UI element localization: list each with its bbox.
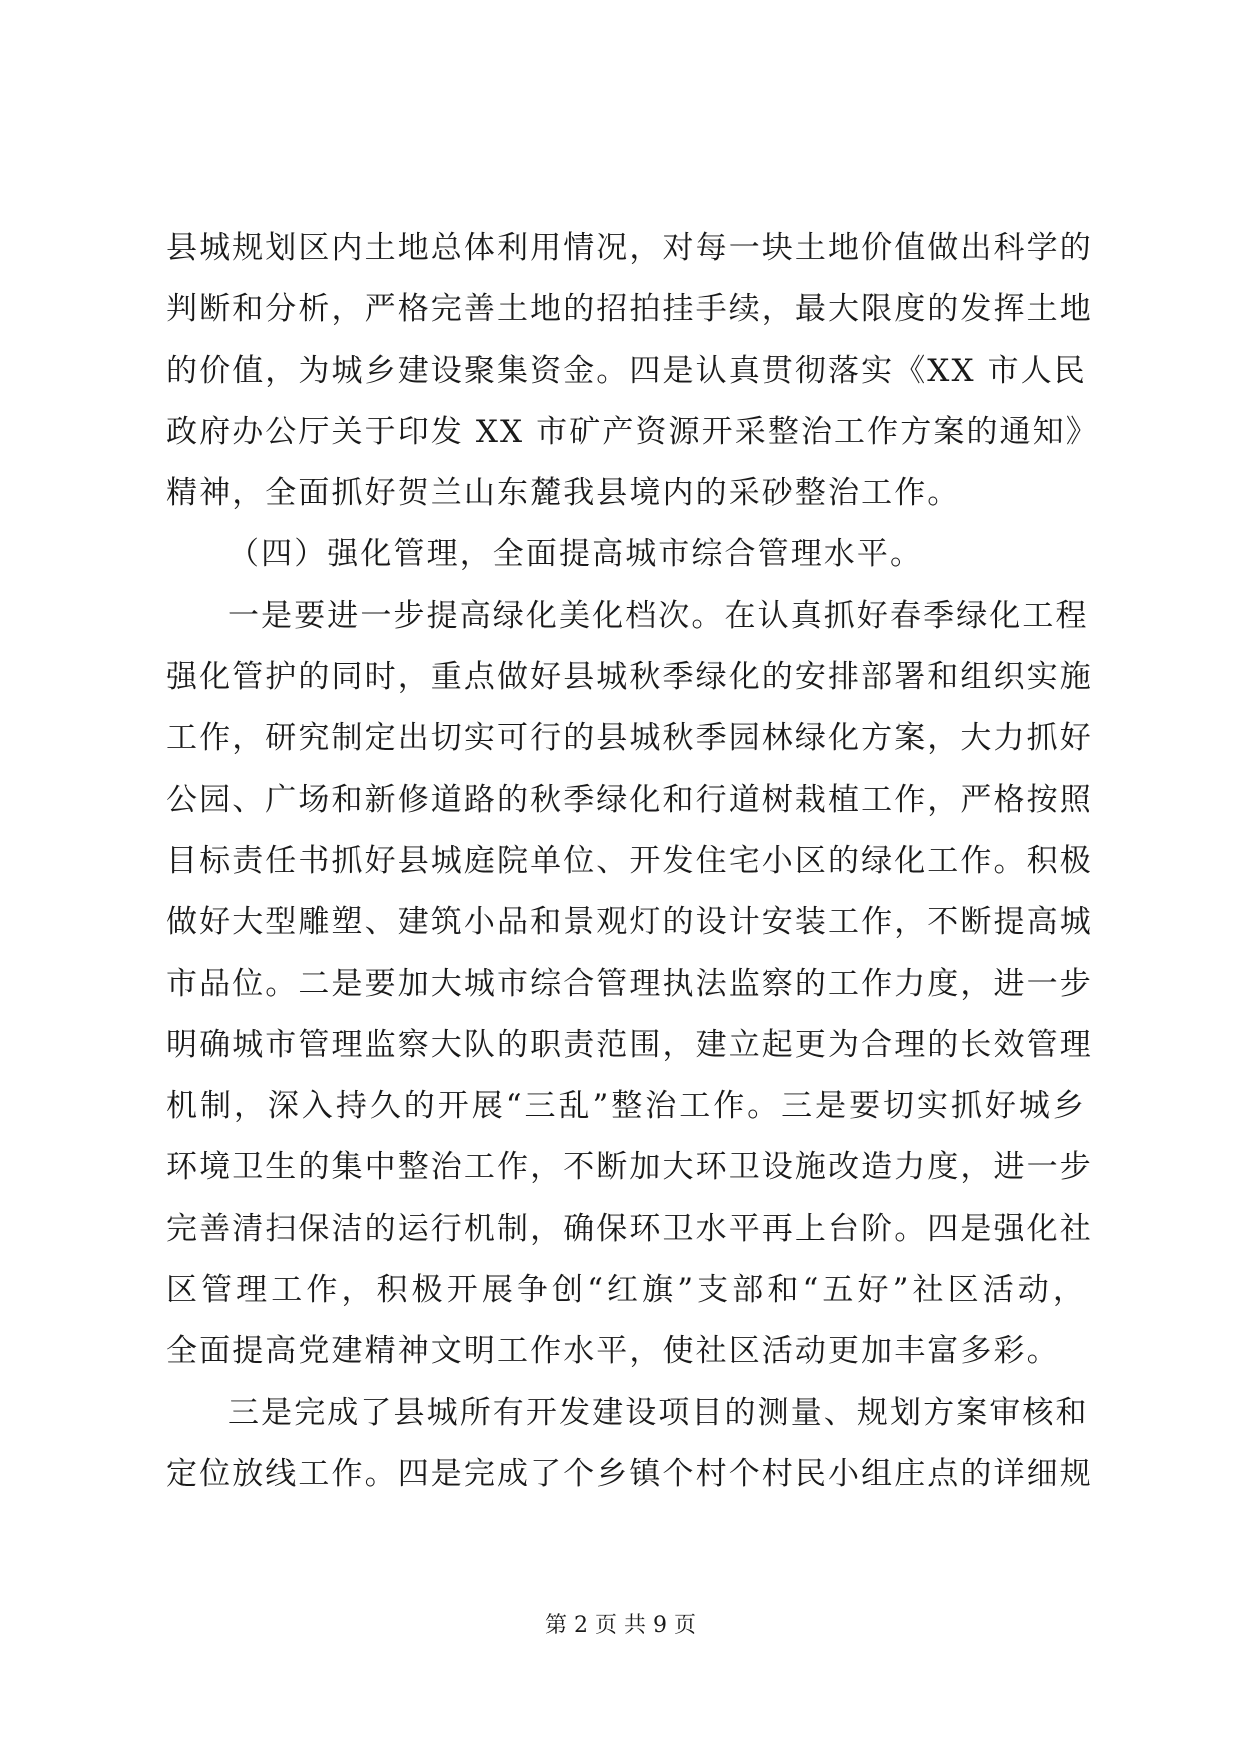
text-line: 判断和分析，严格完善土地的招拍挂手续，最大限度的发挥土地	[166, 291, 1093, 328]
text-line: 精神，全面抓好贺兰山东麓我县境内的采砂整治工作。	[166, 475, 961, 512]
text-line: 工作，研究制定出切实可行的县城秋季园林绿化方案，大力抓好	[166, 720, 1093, 757]
text-line: （四）强化管理，全面提高城市综合管理水平。	[228, 536, 924, 573]
text-line: 目标责任书抓好县城庭院单位、开发住宅小区的绿化工作。积极	[166, 842, 1093, 879]
text-line: 区管理工作，积极开展争创“红旗”支部和“五好”社区活动，	[166, 1272, 1086, 1309]
text-line: 做好大型雕塑、建筑小品和景观灯的设计安装工作，不断提高城	[166, 904, 1093, 941]
text-line: 明确城市管理监察大队的职责范围，建立起更为合理的长效管理	[166, 1026, 1093, 1063]
text-line: 县城规划区内土地总体利用情况，对每一块土地价值做出科学的	[166, 230, 1093, 266]
text-line: 机制，深入持久的开展“三乱”整治工作。三是要切实抓好城乡	[166, 1088, 1086, 1125]
text-line: 定位放线工作。四是完成了个乡镇个村个村民小组庄点的详细规	[166, 1455, 1093, 1492]
text-line: 政府办公厅关于印发 XX 市矿产资源开采整治工作方案的通知》	[166, 413, 1099, 450]
text-line: 公园、广场和新修道路的秋季绿化和行道树栽植工作，严格按照	[166, 781, 1093, 818]
text-line: 完善清扫保洁的运行机制，确保环卫水平再上台阶。四是强化社	[166, 1210, 1093, 1247]
text-line: 的价值，为城乡建设聚集资金。四是认真贯彻落实《XX 市人民	[166, 352, 1087, 389]
text-line: 强化管护的同时，重点做好县城秋季绿化的安排部署和组织实施	[166, 659, 1093, 696]
document-body	[166, 218, 1099, 1505]
page-footer: 第 2 页 共 9 页	[545, 1613, 696, 1638]
text-line: 一是要进一步提高绿化美化档次。在认真抓好春季绿化工程	[228, 597, 1089, 634]
text-line: 环境卫生的集中整治工作，不断加大环卫设施改造力度，进一步	[166, 1149, 1093, 1186]
text-line: 三是完成了县城所有开发建设项目的测量、规划方案审核和	[228, 1394, 1089, 1431]
text-line: 全面提高党建精神文明工作水平，使社区活动更加丰富多彩。	[166, 1333, 1060, 1370]
text-line: 市品位。二是要加大城市综合管理执法监察的工作力度，进一步	[166, 965, 1093, 1002]
